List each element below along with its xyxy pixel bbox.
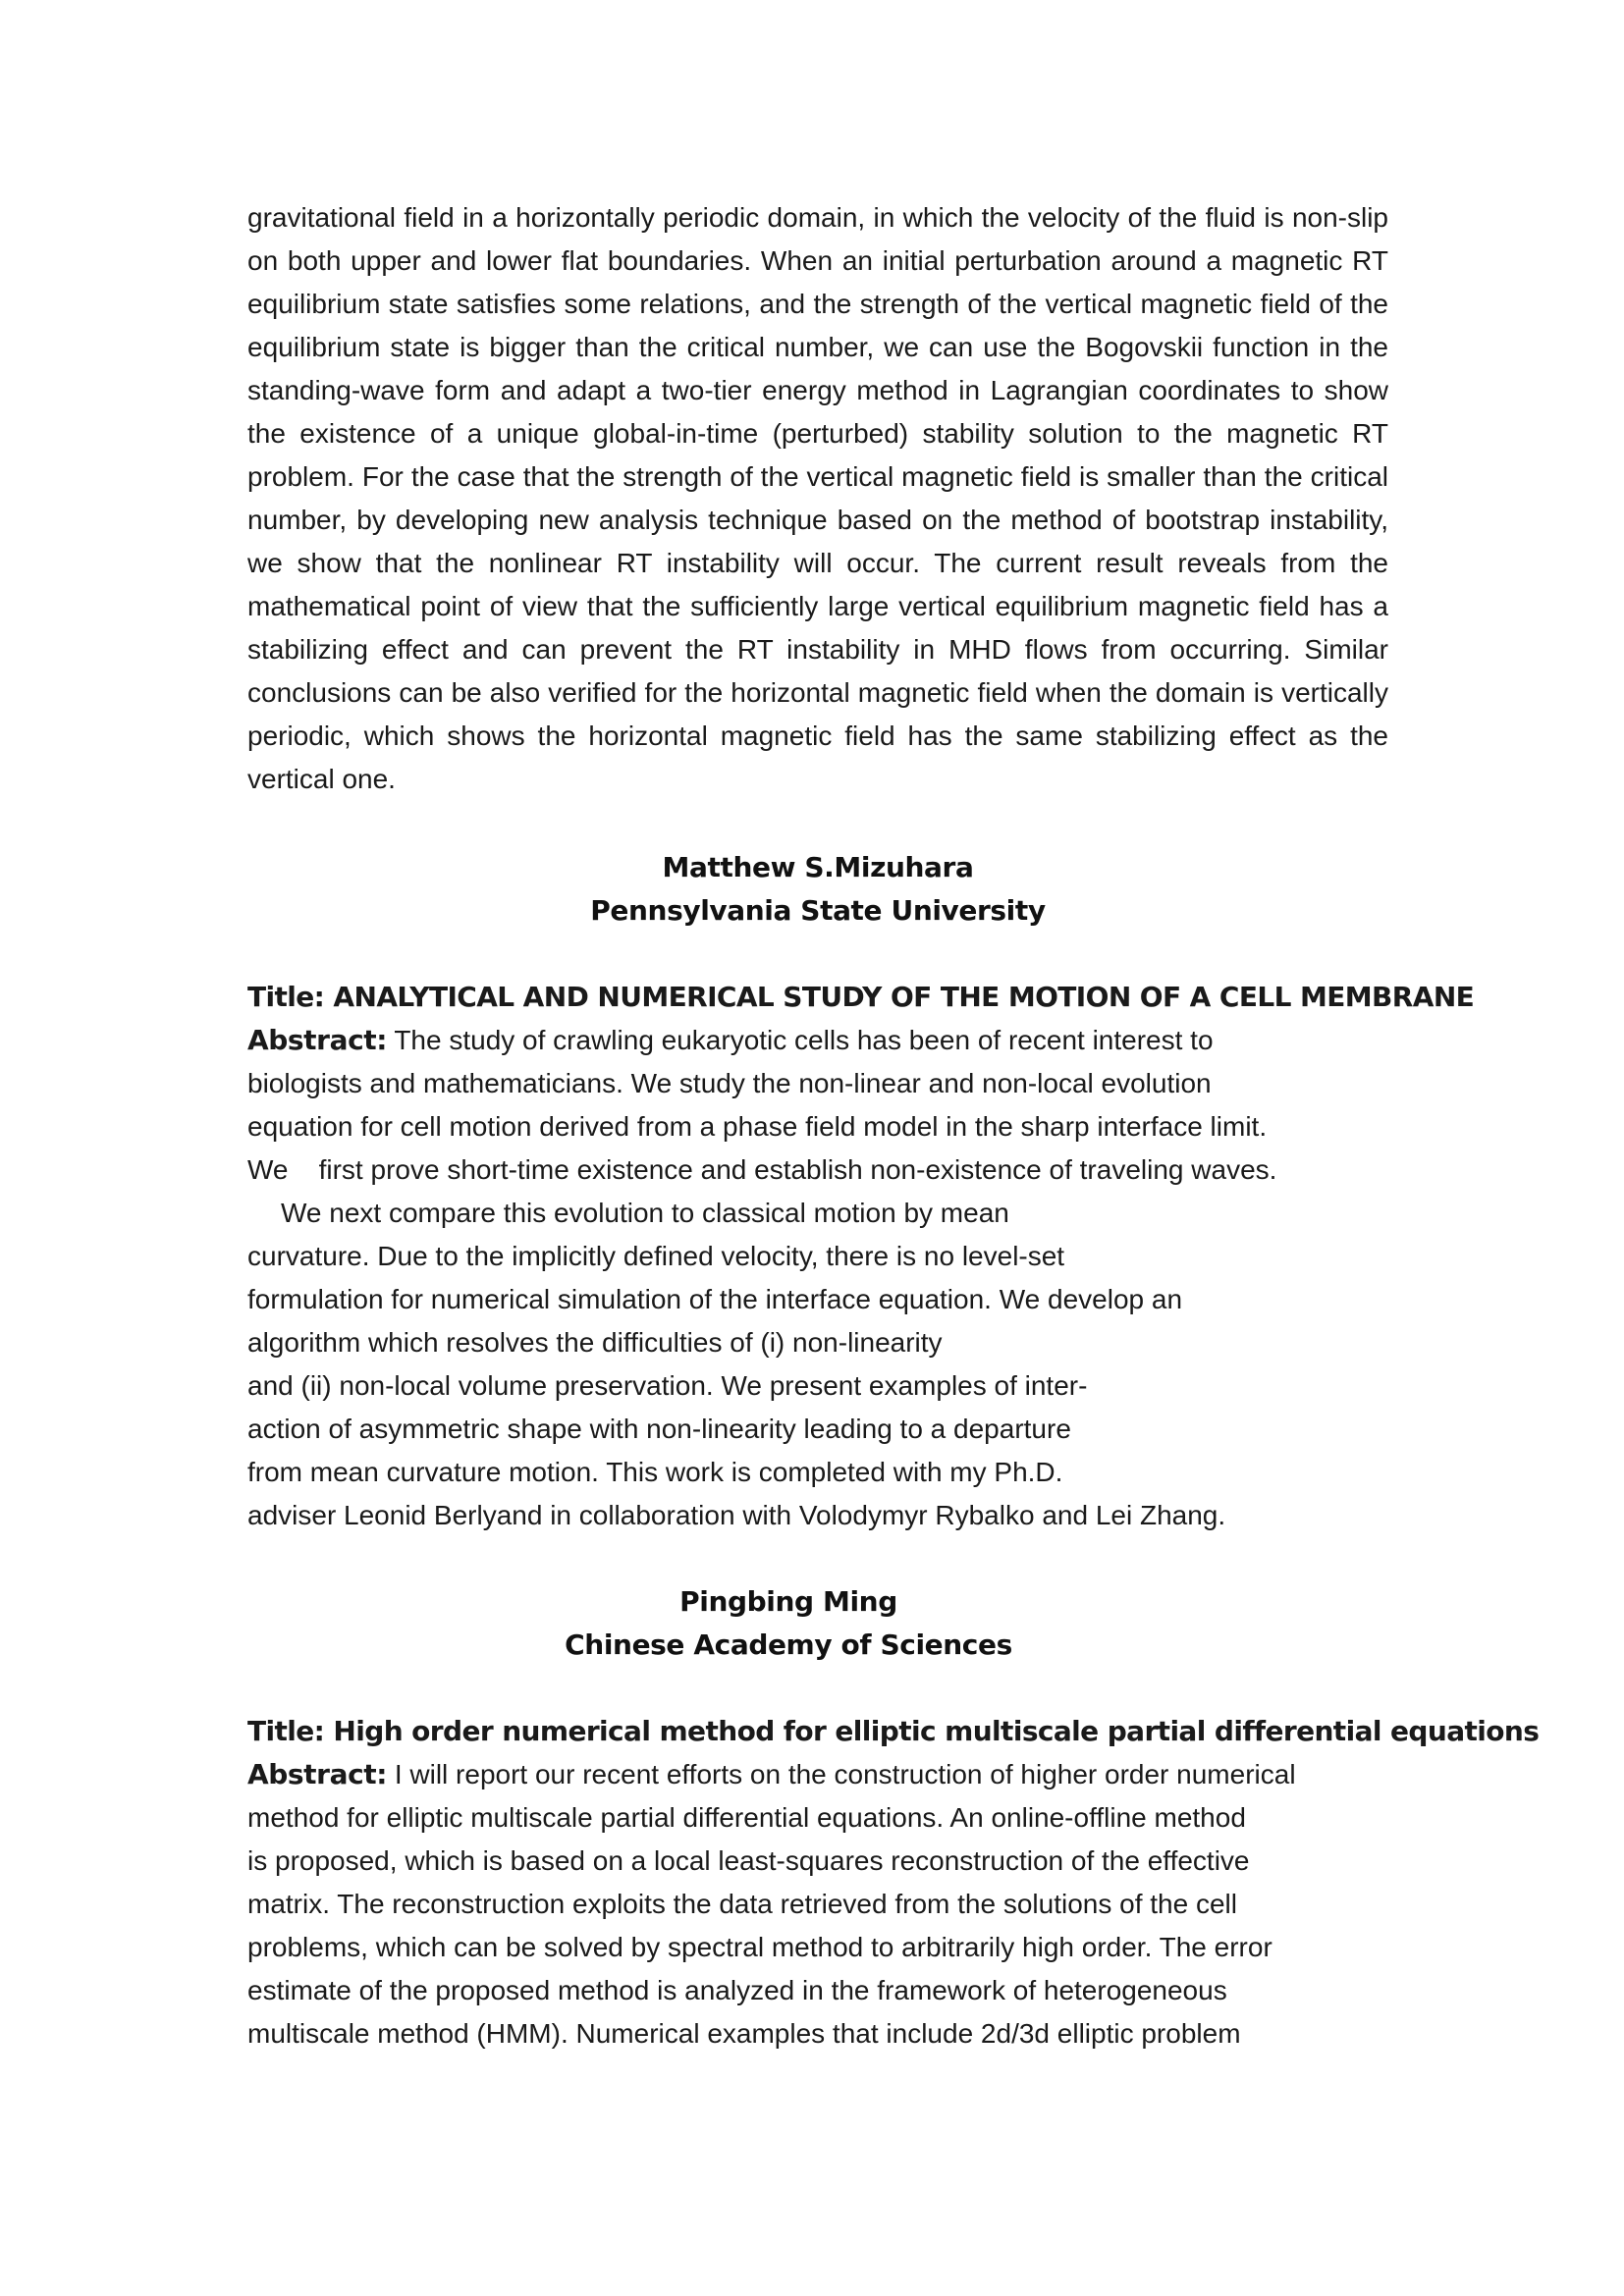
abstract-line: biologists and mathematicians. We study the non-linear and non-local evolution [247, 1068, 1212, 1098]
abstract-line: from mean curvature motion. This work is completed with my Ph.D. [247, 1457, 1063, 1487]
abstract-line: curvature. Due to the implicitly defined velocity, there is no level-set [247, 1241, 1065, 1271]
abstract-line: matrix. The reconstruction exploits the data retrieved from the solutions of the cell [247, 1889, 1237, 1919]
talk-abstract [247, 1019, 1388, 1537]
abstract-line: I will report our recent efforts on the construction of higher order numerical [387, 1759, 1296, 1789]
abstract-line: equation for cell motion derived from a phase field model in the sharp interface limit. [247, 1111, 1268, 1142]
intro-paragraph: gravitational field in a horizontally periodic domain, in which the velocity of the fluid is non-slip on both upper and lower flat boundaries. When an initial perturbation around a magnetic RT equilibrium state satisfies some relations, and the strength of the vertical magnetic field of the equilibrium state is bigger than the critical number, we can use the Bogovskii function in the standing-wave form and adapt a two-tier energy method in Lagrangian coordinates to show the existence of a unique global-in-time (perturbed) stability solution to the magnetic RT problem. For the case that the strength of the vertical magnetic field is smaller than the critical number, by developing new analysis technique based on the method of bootstrap instability, we show that the nonlinear RT instability will occur. The current result reveals from the mathematical point of view that the sufficiently large vertical equilibrium magnetic field has a stabilizing effect and can prevent the RT instability in MHD flows from occurring. Similar conclusions can be also verified for the horizontal magnetic field when the domain is vertically periodic, which shows the horizontal magnetic field has the same stabilizing effect as the vertical one. [247, 202, 1388, 794]
abstract-line: and (ii) non-local volume preservation. We present examples of inter- [247, 1370, 1088, 1401]
abstract-line: The study of crawling eukaryotic cells has been of recent interest to [387, 1025, 1214, 1055]
abstract-line: We next compare this evolution to classical motion by mean [281, 1198, 1009, 1228]
abstract-line: is proposed, which is based on a local least-squares reconstruction of the effective [247, 1845, 1250, 1876]
abstract-line: problems, which can be solved by spectral method to arbitrarily high order. The error [247, 1932, 1272, 1962]
talk-title: Title: High order numerical method for elliptic multiscale partial differential equations [247, 1715, 1540, 1747]
abstract-line: multiscale method (HMM). Numerical examples that include 2d/3d elliptic problem [247, 2018, 1241, 2049]
speaker-block [247, 1580, 1388, 1667]
talk-title: Title: ANALYTICAL AND NUMERICAL STUDY OF THE MOTION OF A CELL MEMBRANE [247, 981, 1475, 1013]
abstract-line: action of asymmetric shape with non-linearity leading to a departure [247, 1414, 1071, 1444]
abstract-line: algorithm which resolves the difficulties of (i) non-linearity [247, 1327, 943, 1358]
speaker-affiliation: Chinese Academy of Sciences [565, 1629, 1012, 1661]
speaker-name: Matthew S.Mizuhara [662, 851, 974, 883]
page-content [247, 196, 1540, 2056]
speaker-affiliation: Pennsylvania State University [590, 894, 1046, 927]
speaker-block [247, 846, 1388, 933]
abstract-label: Abstract: [247, 1758, 388, 1790]
speaker-name: Pingbing Ming [679, 1585, 897, 1618]
abstract-line: adviser Leonid Berlyand in collaboration with Volodymyr Rybalko and Lei Zhang. [247, 1500, 1226, 1530]
abstract-line: We first prove short-time existence and establish non-existence of traveling waves. [247, 1154, 1277, 1185]
talk-abstract [247, 1753, 1388, 2056]
abstract-line: estimate of the proposed method is analyzed in the framework of heterogeneous [247, 1975, 1227, 2005]
abstract-label: Abstract: [247, 1024, 388, 1056]
abstract-line: formulation for numerical simulation of the interface equation. We develop an [247, 1284, 1183, 1314]
abstract-line: method for elliptic multiscale partial differential equations. An online-offline method [247, 1802, 1246, 1833]
